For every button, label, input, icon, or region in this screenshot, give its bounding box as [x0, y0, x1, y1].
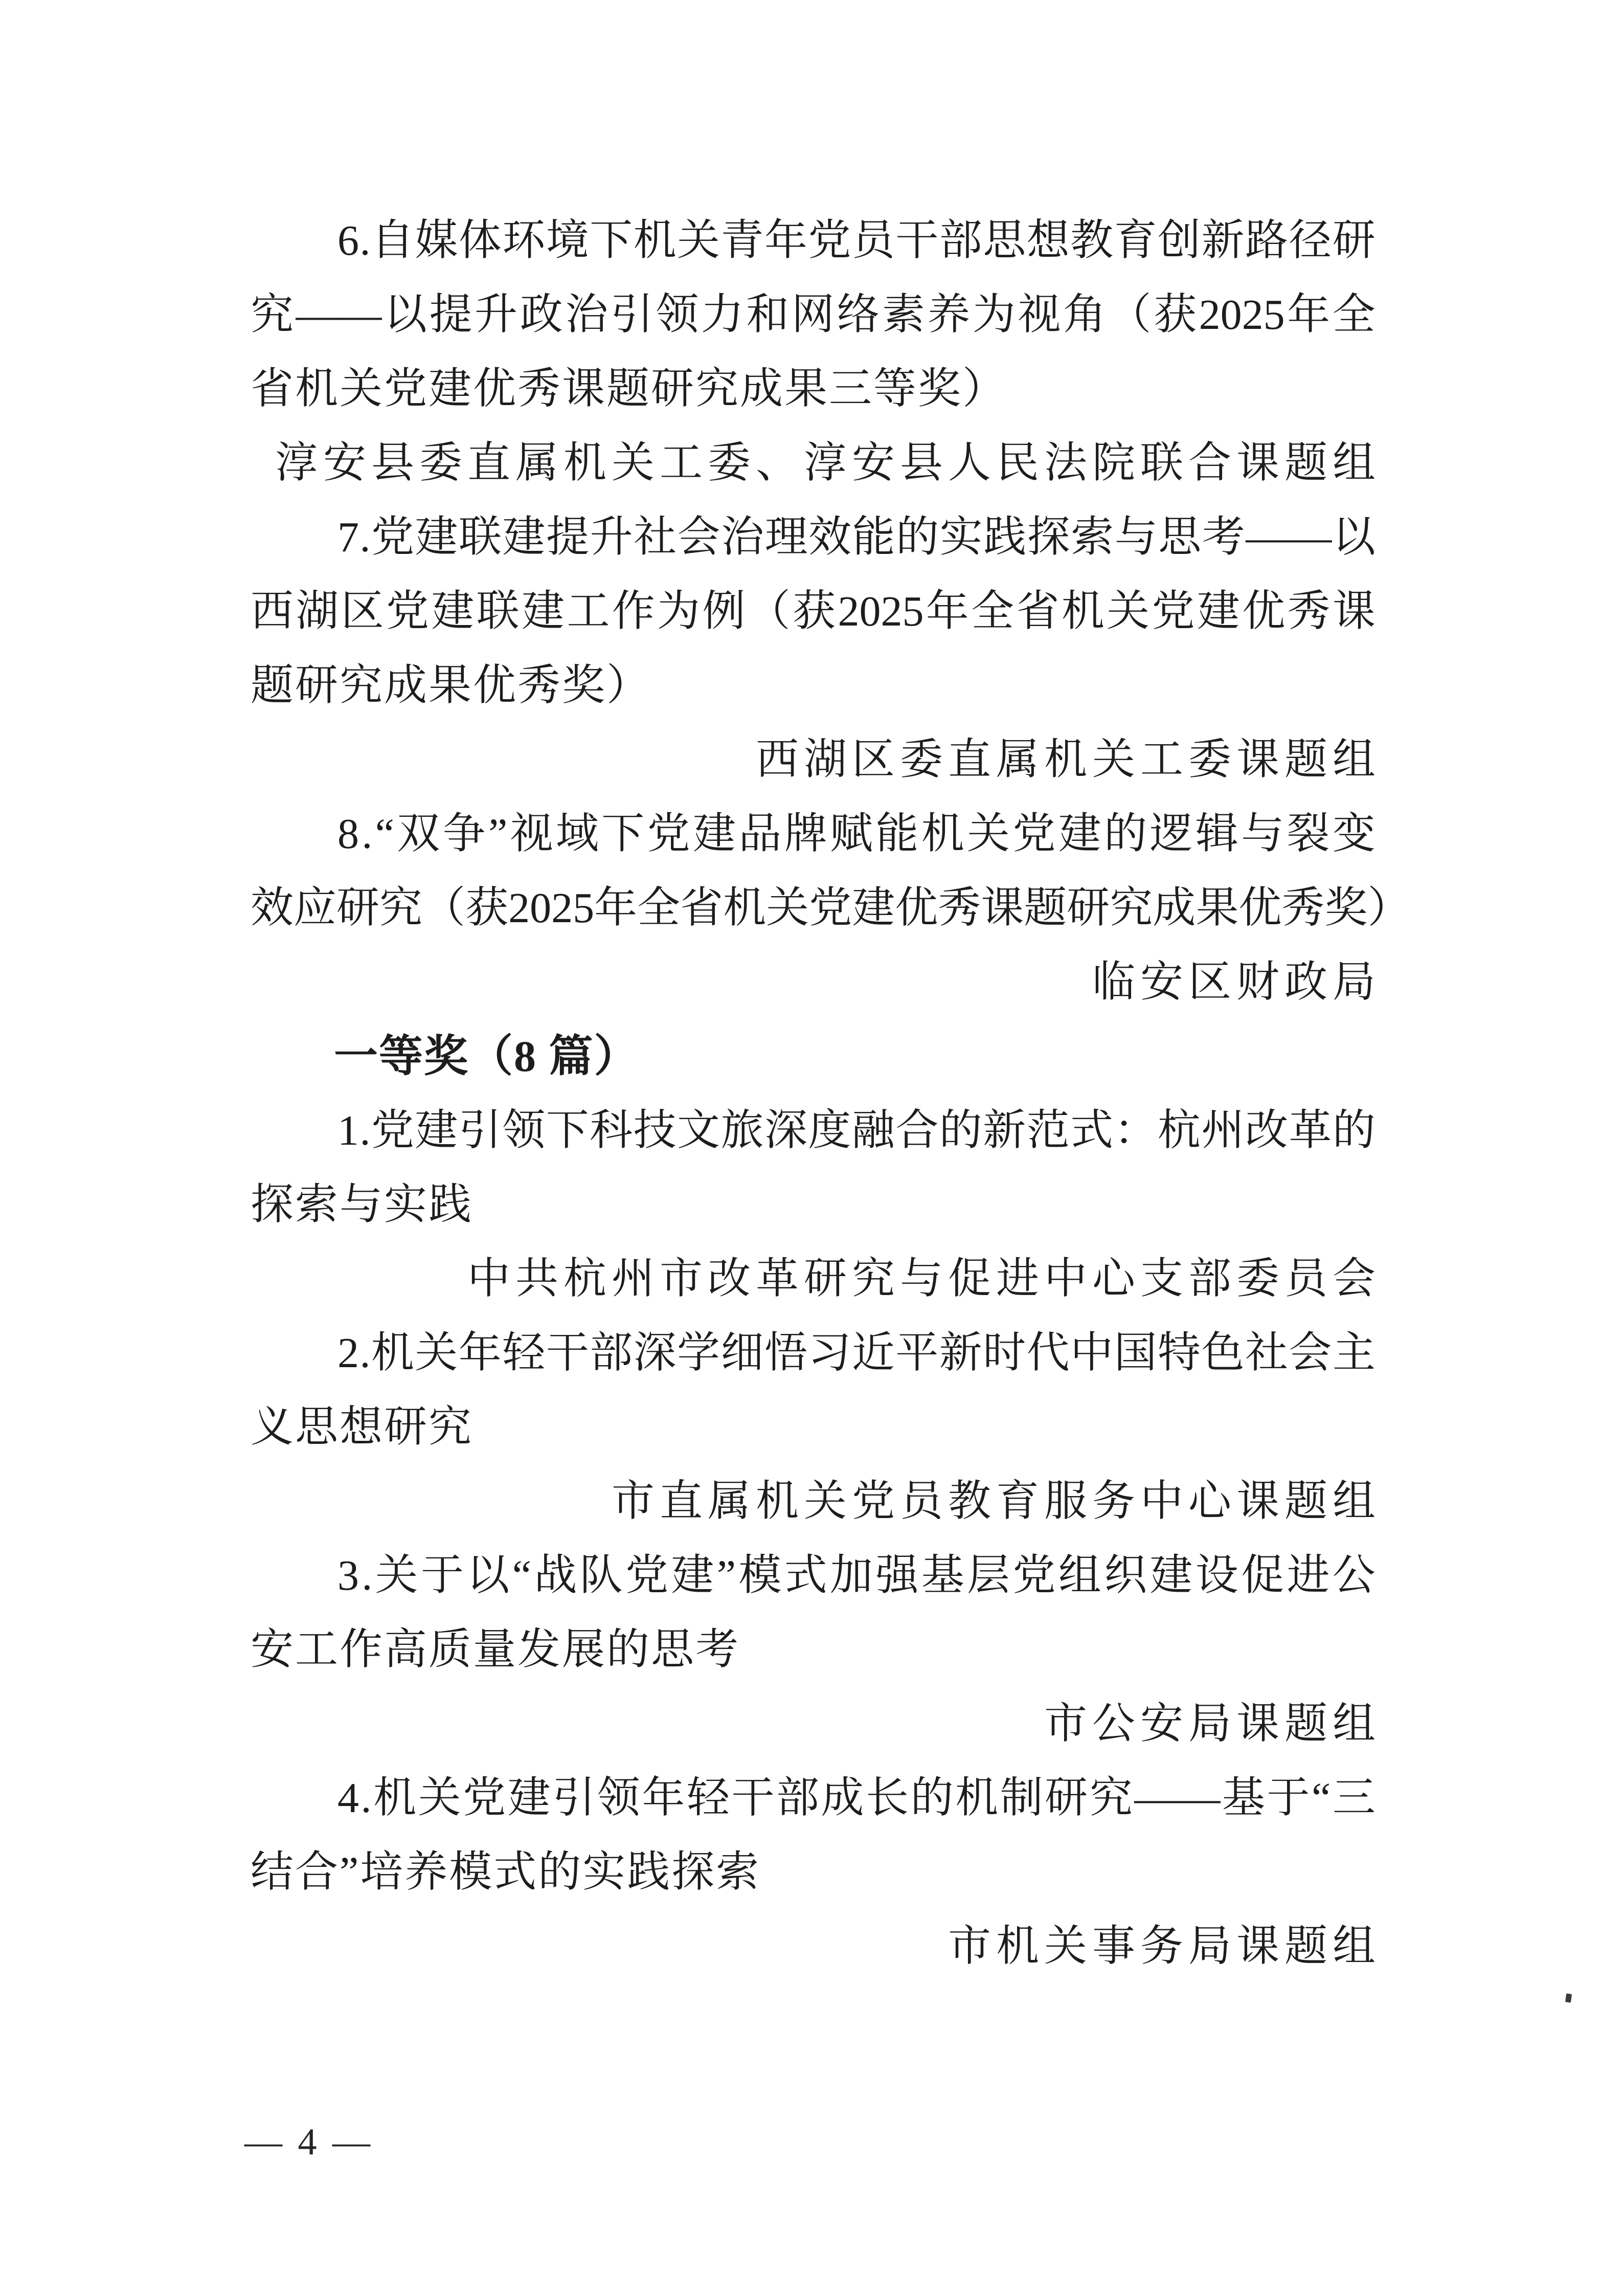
entry-3-title-line1: 3 . 关 于 以 “ 战 队 党 建 ” 模 式 加 强 基 层 党 组 织 建 设 促 进 公 [337, 1552, 1376, 1599]
entry-6-title-line2: 究 —— 以 提 升 政 治 引 领 力 和 网 络 素 养 为 视 角 （ 获 2025 年 全 [251, 291, 1376, 339]
entry-7-author: 西湖区委直属机关工委课题组 [755, 736, 1381, 784]
section-heading-first-prize: 一等奖（8 篇） [334, 1032, 639, 1081]
entry-3-title-line2: 安工作高质量发展的思考 [251, 1626, 740, 1674]
entry-8-title-line1: 8 . “ 双 争 ” 视 域 下 党 建 品 牌 赋 能 机 关 党 建 的 逻 辑 与 裂 变 [337, 810, 1376, 858]
entry-1-title-line1: 1 . 党 建 引 领 下 科 技 文 旅 深 度 融 合 的 新 范 式 ： 杭 州 改 革 的 [337, 1107, 1376, 1154]
scan-artifact-speck [1565, 1993, 1572, 2002]
page-number: — 4 — [244, 2121, 373, 2163]
entry-4-title-line2: 结合”培养模式的实践探索 [251, 1848, 761, 1896]
entry-2-author: 市直属机关党员教育服务中心课题组 [611, 1478, 1381, 1525]
entry-1-title-line2: 探索与实践 [251, 1181, 474, 1229]
entry-4-author: 市机关事务局课题组 [948, 1923, 1381, 1970]
entry-8-author: 临安区财政局 [1092, 958, 1381, 1006]
entry-2-title-line2: 义思想研究 [251, 1403, 474, 1451]
entry-4-title-line1: 4 . 机 关 党 建 引 领 年 轻 干 部 成 长 的 机 制 研 究 —— 基 于 “ 三 [337, 1774, 1376, 1822]
entry-3-author: 市公安局课题组 [1044, 1700, 1381, 1748]
entry-8-title-line2: 效 应 研 究 （ 获 2025 年 全 省 机 关 党 建 优 秀 课 题 研 究 成 果 优 秀 奖 ） [251, 884, 1411, 932]
entry-7-title-line3: 题研究成果优秀奖） [251, 662, 651, 709]
entry-7-title-line2: 西 湖 区 党 建 联 建 工 作 为 例 （ 获 2025 年 全 省 机 关 党 建 优 秀 课 [251, 588, 1376, 635]
document-body [251, 204, 1411, 1983]
entry-7-title-line1: 7 . 党 建 联 建 提 升 社 会 治 理 效 能 的 实 践 探 索 与 思 考 —— 以 [337, 514, 1376, 561]
entry-2-title-line1: 2 . 机 关 年 轻 干 部 深 学 细 悟 习 近 平 新 时 代 中 国 特 色 社 会 主 [337, 1329, 1376, 1377]
entry-6-author: 淳安县委直属机关工委、淳安县人民法院联合课题组 [275, 439, 1381, 487]
entry-6-title-line3: 省机关党建优秀课题研究成果三等奖） [251, 365, 1007, 413]
entry-1-author: 中共杭州市改革研究与促进中心支部委员会 [467, 1255, 1381, 1303]
entry-6-title-line1: 6 . 自 媒 体 环 境 下 机 关 青 年 党 员 干 部 思 想 教 育 创 新 路 径 研 [337, 217, 1376, 264]
